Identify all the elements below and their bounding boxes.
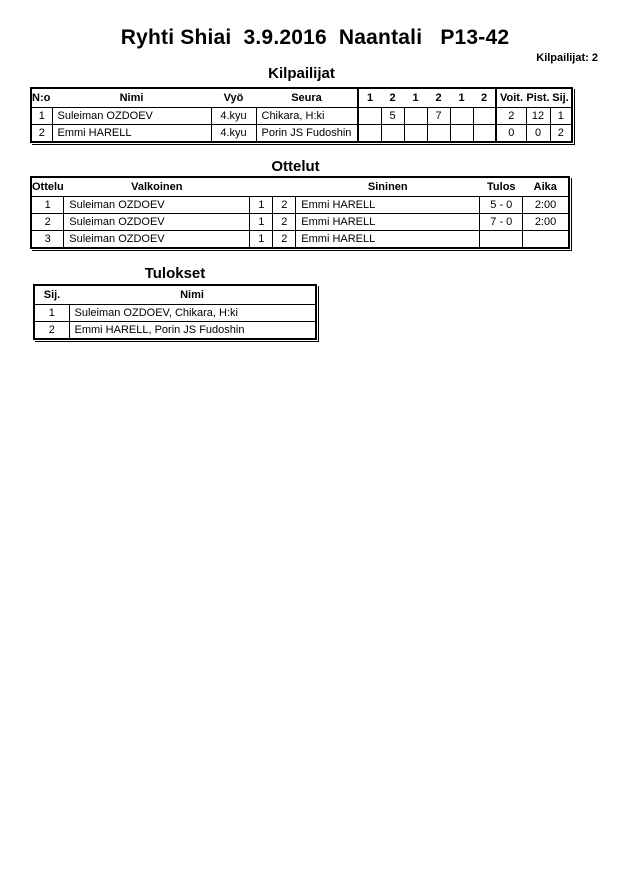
cell-score2: 5	[381, 107, 404, 124]
cell-score5	[450, 107, 473, 124]
cell-pist: 0	[526, 124, 550, 141]
cell-tulos	[480, 230, 523, 247]
section-title-kilpailijat: Kilpailijat	[268, 65, 335, 82]
cell-flag1: 1	[250, 196, 273, 213]
cell-valkoinen: Suleiman OZDOEV	[64, 213, 250, 230]
cell-sij: 2	[35, 321, 69, 338]
cell-flag1: 1	[250, 213, 273, 230]
cell-sininen: Emmi HARELL	[296, 196, 480, 213]
cell-score2	[381, 124, 404, 141]
ottelut-header-row	[32, 178, 568, 196]
tulokset-table-grid	[35, 286, 315, 338]
header-cell-ottelu: Ottelu	[32, 180, 64, 193]
cell-aika: 2:00	[523, 196, 568, 213]
cell-no: 1	[32, 107, 52, 124]
cell-score4	[427, 124, 450, 141]
cell-aika	[523, 230, 568, 247]
cell-ottelu: 3	[32, 230, 64, 247]
cell-vyo: 4.kyu	[211, 107, 256, 124]
kilpailijat-row	[32, 107, 571, 124]
header-cell-valkoinen: Valkoinen	[131, 180, 183, 193]
cell-score3	[404, 124, 427, 141]
ottelut-table	[30, 176, 570, 249]
header-cell-pist: Pist.	[526, 91, 550, 104]
cell-tulos: 5 - 0	[480, 196, 523, 213]
cell-aika: 2:00	[523, 213, 568, 230]
header-cell-sininen: Sininen	[367, 180, 408, 193]
cell-flag2: 2	[273, 230, 296, 247]
cell-sij: 1	[35, 304, 69, 321]
cell-valkoinen: Suleiman OZDOEV	[64, 196, 250, 213]
header-cell-nimi: Nimi	[180, 288, 204, 301]
header-cell-flag2	[273, 178, 296, 196]
cell-no: 2	[32, 124, 52, 141]
competitor-count-label: Kilpailijat: 2	[536, 52, 598, 64]
cell-score4: 7	[427, 107, 450, 124]
header-cell-vyo: Vyö	[223, 91, 244, 104]
cell-score1	[358, 107, 381, 124]
tulokset-table	[33, 284, 317, 340]
section-title-tulokset: Tulokset	[144, 265, 206, 282]
header-cell-score5: 1	[458, 91, 465, 104]
cell-tulos: 7 - 0	[480, 213, 523, 230]
kilpailijat-header-row	[32, 89, 571, 107]
cell-sij: 2	[550, 124, 571, 141]
cell-score6	[473, 107, 496, 124]
ottelut-row	[32, 213, 568, 230]
cell-seura: Chikara, H:ki	[256, 107, 358, 124]
cell-score1	[358, 124, 381, 141]
cell-sij: 1	[550, 107, 571, 124]
ottelut-row	[32, 196, 568, 213]
header-cell-nimi: Nimi	[119, 91, 144, 104]
cell-flag2: 2	[273, 213, 296, 230]
tulokset-header-row	[35, 286, 315, 304]
cell-score5	[450, 124, 473, 141]
header-cell-sij: Sij.	[552, 91, 569, 104]
header-cell-score2: 2	[389, 91, 396, 104]
header-cell-score1: 1	[358, 89, 381, 107]
ottelut-table-grid	[32, 178, 568, 247]
kilpailijat-row	[32, 124, 571, 141]
header-cell-voit: Voit.	[496, 89, 526, 107]
cell-seura: Porin JS Fudoshin	[256, 124, 358, 141]
header-cell-score6: 2	[480, 91, 488, 104]
header-cell-seura: Seura	[291, 91, 322, 104]
header-cell-flag1	[250, 178, 273, 196]
cell-ottelu: 2	[32, 213, 64, 230]
cell-score6	[473, 124, 496, 141]
header-cell-tulos: Tulos	[487, 180, 516, 193]
tulokset-row	[35, 321, 315, 338]
ottelut-row	[32, 230, 568, 247]
cell-vyo: 4.kyu	[211, 124, 256, 141]
header-cell-score3: 1	[412, 91, 419, 104]
cell-voit: 2	[496, 107, 526, 124]
cell-sininen: Emmi HARELL	[296, 230, 480, 247]
cell-nimi: Suleiman OZDOEV	[52, 107, 211, 124]
header-cell-aika: Aika	[533, 180, 557, 193]
cell-ottelu: 1	[32, 196, 64, 213]
kilpailijat-table-grid	[32, 89, 571, 141]
tulokset-row	[35, 304, 315, 321]
cell-voit: 0	[496, 124, 526, 141]
cell-score3	[404, 107, 427, 124]
cell-valkoinen: Suleiman OZDOEV	[64, 230, 250, 247]
cell-nimi: Emmi HARELL, Porin JS Fudoshin	[69, 321, 315, 338]
section-title-ottelut: Ottelut	[271, 158, 320, 175]
header-cell-score4: 2	[435, 91, 442, 104]
header-cell-no: N:o	[32, 91, 51, 104]
header-cell-sij: Sij.	[43, 288, 61, 301]
cell-pist: 12	[526, 107, 550, 124]
cell-nimi: Suleiman OZDOEV, Chikara, H:ki	[69, 304, 315, 321]
kilpailijat-table	[30, 87, 573, 143]
cell-sininen: Emmi HARELL	[296, 213, 480, 230]
cell-flag2: 2	[273, 196, 296, 213]
cell-flag1: 1	[250, 230, 273, 247]
page-title: Ryhti Shiai 3.9.2016 Naantali P13-42	[120, 26, 510, 49]
cell-nimi: Emmi HARELL	[52, 124, 211, 141]
